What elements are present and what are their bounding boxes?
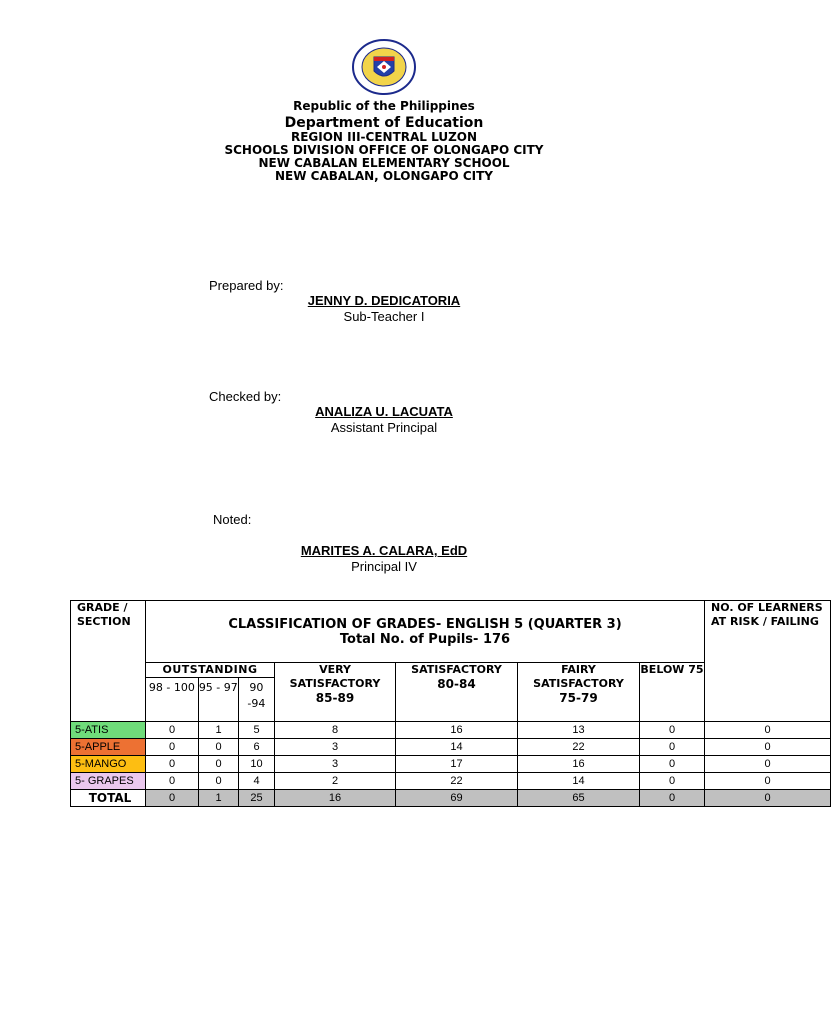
satisfactory-label: SATISFACTORY <box>411 663 502 676</box>
grade-count-cell: 25 <box>239 790 275 807</box>
grade-count-cell: 69 <box>396 790 518 807</box>
satisfactory-range: 80-84 <box>437 677 476 691</box>
grade-count-cell: 0 <box>640 790 705 807</box>
grade-count-cell: 14 <box>396 739 518 756</box>
grade-count-cell: 0 <box>146 739 199 756</box>
department-line: Department of Education <box>284 115 484 131</box>
grade-count-cell: 0 <box>705 722 831 739</box>
table-title-line2: Total No. of Pupils- 176 <box>339 631 511 647</box>
grade-count-cell: 3 <box>275 739 396 756</box>
grade-count-cell: 6 <box>239 739 275 756</box>
noted-by-name: MARITES A. CALARA, EdD <box>300 543 468 558</box>
grade-count-cell: 0 <box>146 790 199 807</box>
outstanding-group <box>146 663 275 722</box>
checked-by-name: ANALIZA U. LACUATA <box>315 404 453 419</box>
very-satisfactory-header <box>275 663 396 722</box>
section-name: 5- GRAPES <box>71 773 146 790</box>
grade-count-cell: 22 <box>396 773 518 790</box>
grade-count-cell: 0 <box>146 722 199 739</box>
section-name: 5-ATIS <box>71 722 146 739</box>
grade-count-cell: 0 <box>199 739 239 756</box>
fairly-satisfactory-header <box>518 663 640 722</box>
grade-count-cell: 0 <box>640 756 705 773</box>
grade-count-cell: 16 <box>518 756 640 773</box>
grade-count-cell: 10 <box>239 756 275 773</box>
at-risk-header: NO. OF LEARNERS AT RISK / FAILING <box>705 601 831 722</box>
range-98-100: 98 - 100 <box>146 678 199 721</box>
division-line: SCHOOLS DIVISION OFFICE OF OLONGAPO CITY <box>224 143 544 157</box>
grades-classification-table <box>70 600 831 807</box>
prepared-by-name: JENNY D. DEDICATORIA <box>307 293 461 308</box>
table-row <box>71 756 831 773</box>
below-75-header: BELOW 75 <box>640 663 705 722</box>
grade-section-header: GRADE / SECTION <box>71 601 146 722</box>
fairly-satisfactory-label: FAIRY SATISFACTORY <box>533 663 624 690</box>
grade-count-cell: 5 <box>239 722 275 739</box>
grade-count-cell: 8 <box>275 722 396 739</box>
region-line: REGION III-CENTRAL LUZON <box>290 130 478 144</box>
grade-count-cell: 0 <box>640 773 705 790</box>
satisfactory-header <box>396 663 518 722</box>
grade-count-cell: 0 <box>199 773 239 790</box>
range-90-94: 90 -94 <box>247 681 266 710</box>
table-row <box>71 773 831 790</box>
noted-label: Noted: <box>213 512 252 527</box>
checked-by-title: Assistant Principal <box>330 420 438 435</box>
prepared-by-label: Prepared by: <box>209 278 284 293</box>
grade-count-cell: 2 <box>275 773 396 790</box>
noted-by-title: Principal IV <box>351 559 417 574</box>
grade-count-cell: 0 <box>199 756 239 773</box>
republic-line: Republic of the Philippines <box>293 99 475 113</box>
grade-count-cell: 16 <box>275 790 396 807</box>
table-title <box>146 601 705 663</box>
very-satisfactory-label: VERY SATISFACTORY <box>289 663 381 690</box>
grade-count-cell: 0 <box>705 773 831 790</box>
total-label: TOTAL <box>71 790 146 807</box>
school-line: NEW CABALAN ELEMENTARY SCHOOL <box>258 156 510 170</box>
very-satisfactory-range: 85-89 <box>315 691 355 705</box>
grade-count-cell: 0 <box>146 756 199 773</box>
prepared-by-title: Sub-Teacher I <box>343 309 425 324</box>
grade-count-cell: 0 <box>705 790 831 807</box>
grade-count-cell: 0 <box>640 722 705 739</box>
grade-count-cell: 13 <box>518 722 640 739</box>
fairly-satisfactory-range: 75-79 <box>559 691 598 705</box>
grade-count-cell: 1 <box>199 790 239 807</box>
deped-seal-logo <box>352 39 416 95</box>
grade-count-cell: 4 <box>239 773 275 790</box>
grade-count-cell: 0 <box>705 739 831 756</box>
table-title-line1: CLASSIFICATION OF GRADES- ENGLISH 5 (QUARTER 3) <box>228 616 622 632</box>
checked-by-label: Checked by: <box>209 389 282 404</box>
table-row <box>71 739 831 756</box>
total-row <box>71 790 831 807</box>
section-name: 5-MANGO <box>71 756 146 773</box>
grade-count-cell: 1 <box>199 722 239 739</box>
range-95-97: 95 - 97 <box>199 678 239 721</box>
grade-count-cell: 0 <box>640 739 705 756</box>
section-name: 5-APPLE <box>71 739 146 756</box>
grade-count-cell: 3 <box>275 756 396 773</box>
grade-count-cell: 65 <box>518 790 640 807</box>
grade-count-cell: 17 <box>396 756 518 773</box>
grade-count-cell: 22 <box>518 739 640 756</box>
grade-count-cell: 16 <box>396 722 518 739</box>
table-row <box>71 722 831 739</box>
outstanding-header: OUTSTANDING <box>146 663 274 678</box>
grade-count-cell: 14 <box>518 773 640 790</box>
address-line: NEW CABALAN, OLONGAPO CITY <box>274 169 493 183</box>
grade-count-cell: 0 <box>146 773 199 790</box>
grade-count-cell: 0 <box>705 756 831 773</box>
